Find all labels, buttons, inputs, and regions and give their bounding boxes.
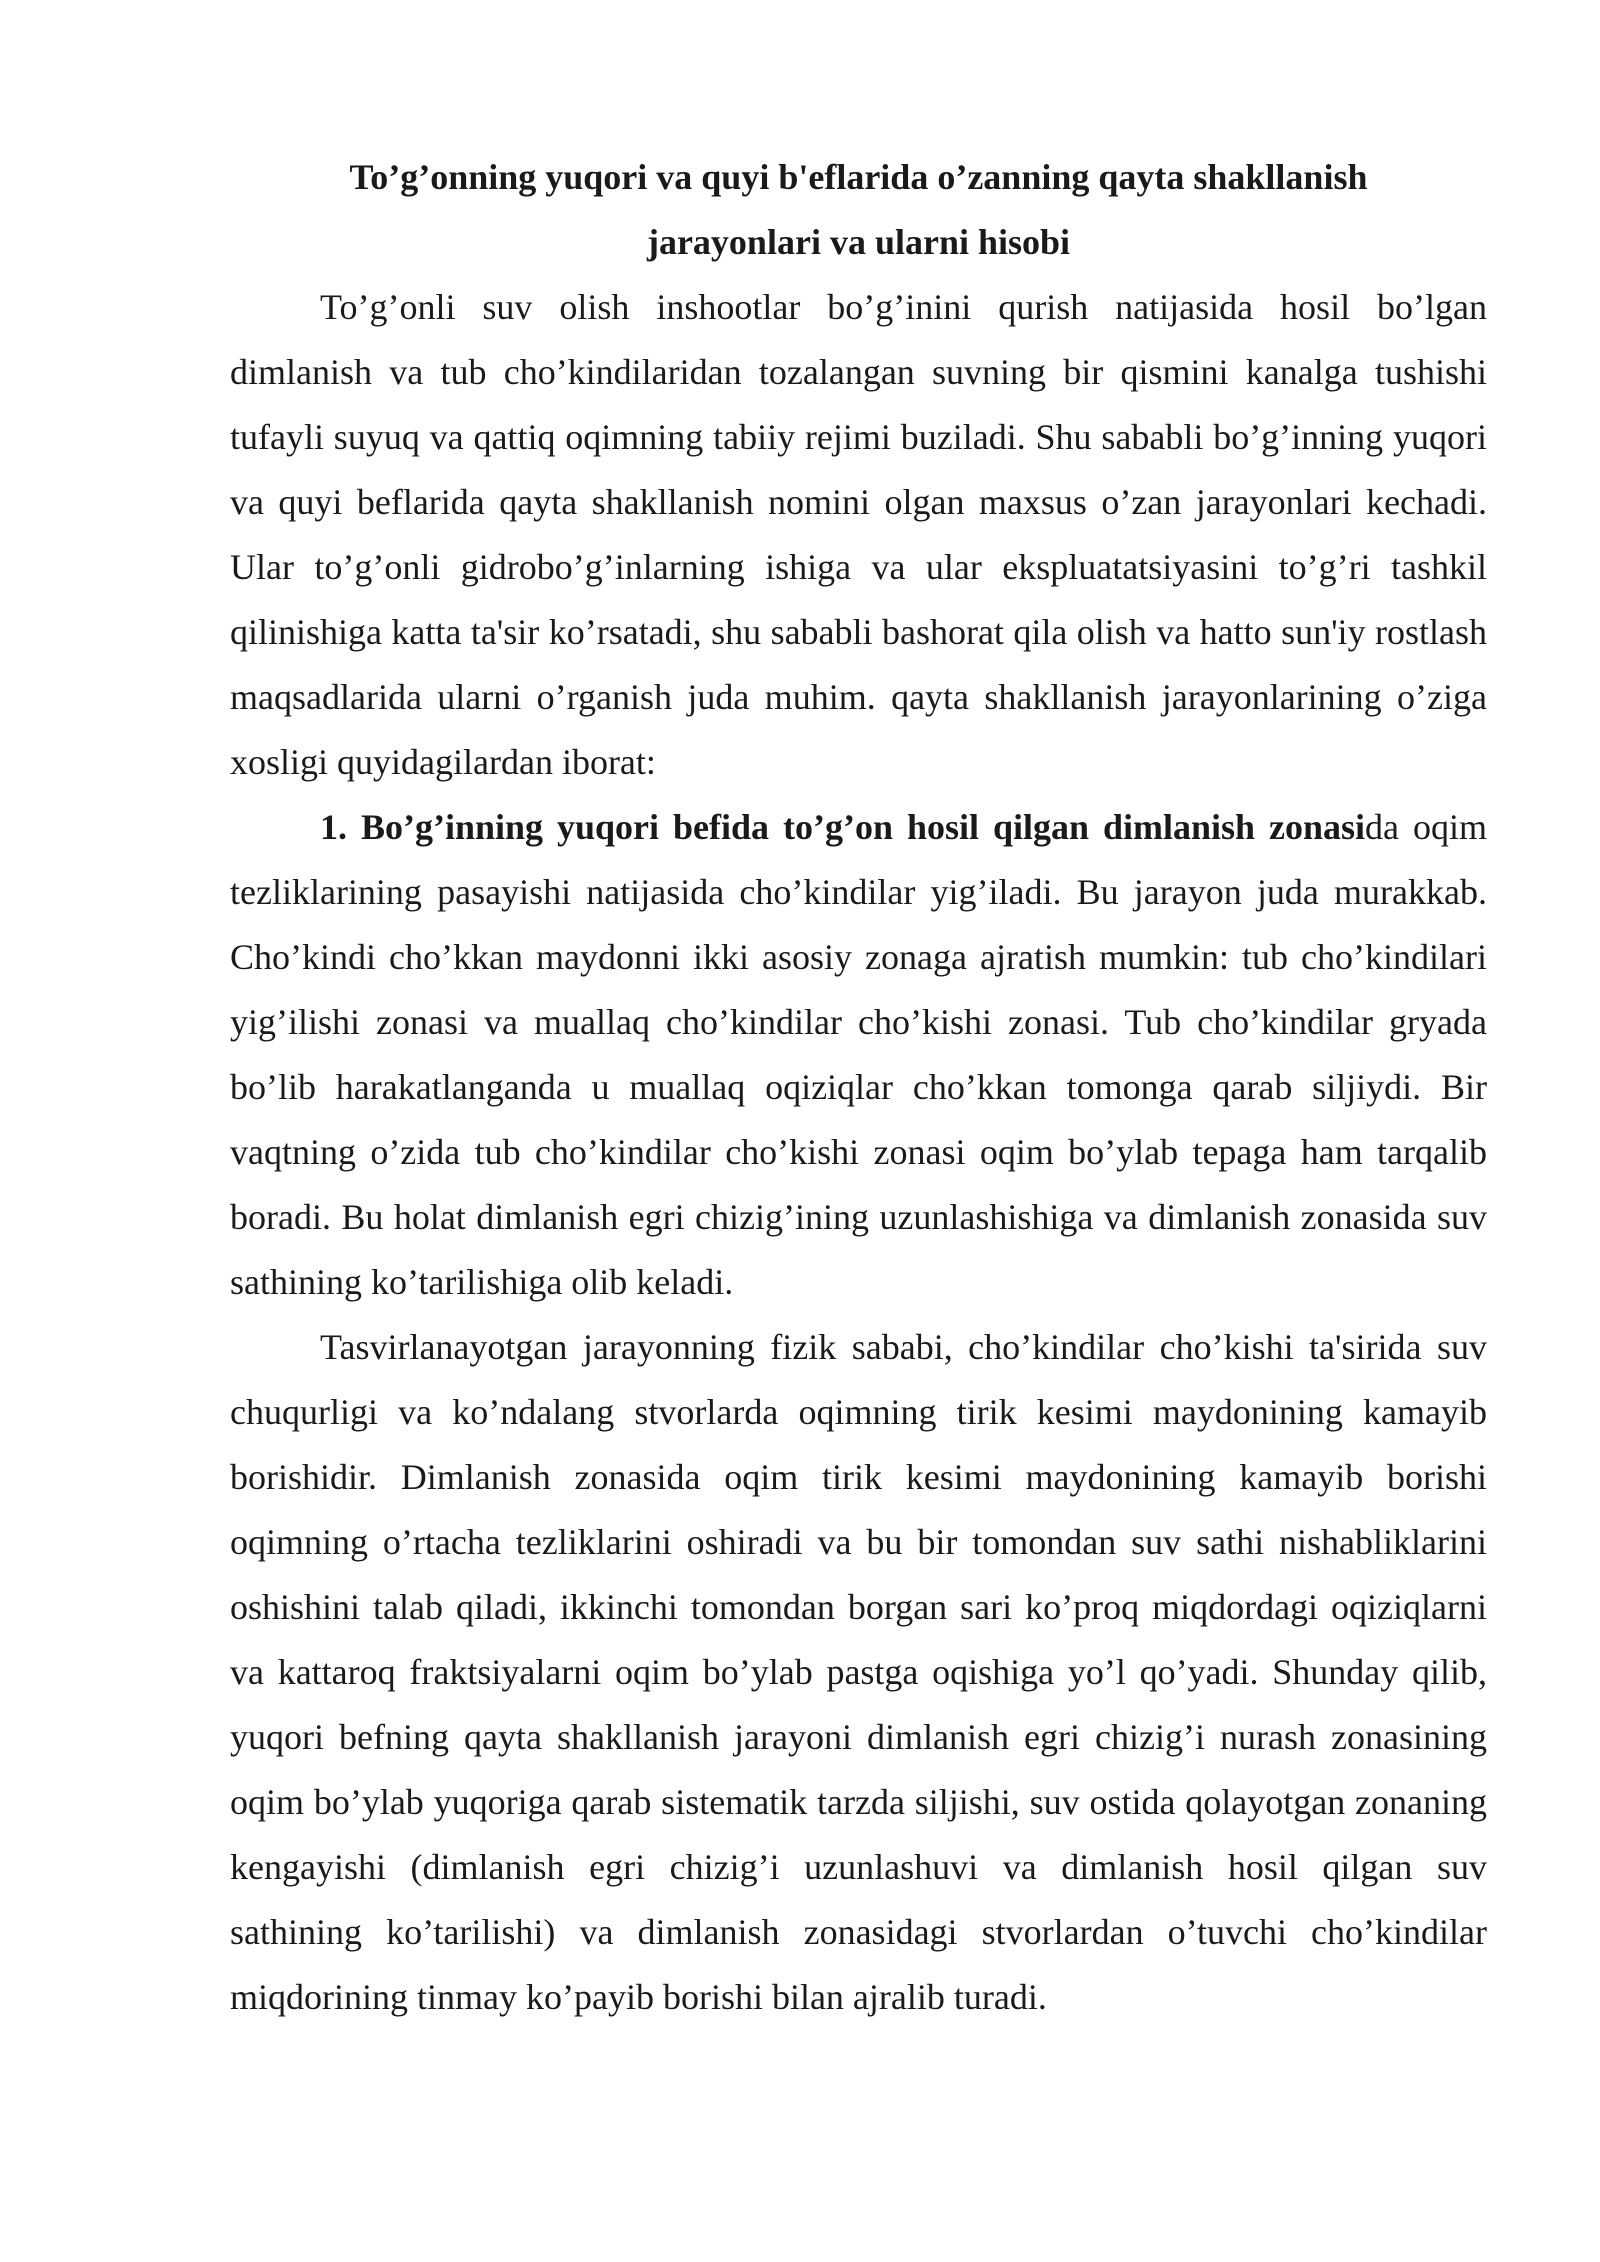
paragraph-2-text: da oqim tezliklarining pasayishi natijasida cho’kindilar yig’iladi. Bu jarayon juda murakkab. Cho’kindi cho’kkan maydonni ikki asosiy zonaga ajratish mumkin: tub cho’kindilari yig’ilishi zonasi va muallaq cho’kindilar cho’kishi zonasi. Tub cho’kindilar gryada bo’lib harakatlanganda u muallaq oqiziqlar cho’kkan tomonga qarab siljiydi. Bir vaqtning o’zida tub cho’kindilar cho’kishi zonasi oqim bo’ylab tepaga ham tarqalib boradi. Bu holat dimlanish egri chizig’ining uzunlashishiga va dimlanish zonasida suv sathining ko’tarilishiga olib keladi. bbox=[230, 807, 1488, 1302]
document-title bbox=[230, 145, 1487, 275]
title-line-2: jarayonlari va ularni hisobi bbox=[646, 222, 1071, 262]
title-line-1: To’g’onning yuqori va quyi b'eflarida o’zanning qayta shakllanish bbox=[349, 157, 1368, 197]
document-page bbox=[230, 145, 1487, 2030]
paragraph-2-bold-heading: 1. Bo’g’inning yuqori befida to’g’on hosil qilgan dimlanish zonasi bbox=[320, 807, 1366, 847]
paragraph-3: Tasvirlanayotgan jarayonning fizik sababi, cho’kindilar cho’kishi ta'sirida suv chuqurligi va ko’ndalang stvorlarda oqimning tirik kesimi maydonining kamayib borishidir. Dimlanish zonasida oqim tirik kesimi maydonining kamayib borishi oqimning o’rtacha tezliklarini oshiradi va bu bir tomondan suv sathi nishabliklarini oshishini talab qiladi, ikkinchi tomondan borgan sari ko’proq miqdordagi oqiziqlarni va kattaroq fraktsiyalarni oqim bo’ylab pastga oqishiga yo’l qo’yadi. Shunday qilib, yuqori befning qayta shakllanish jarayoni dimlanish egri chizig’i nurash zonasining oqim bo’ylab yuqoriga qarab sistematik tarzda siljishi, suv ostida qolayotgan zonaning kengayishi (dimlanish egri chizig’i uzunlashuvi va dimlanish hosil qilgan suv sathining ko’tarilishi) va dimlanish zonasidagi stvorlardan o’tuvchi cho’kindilar miqdorining tinmay ko’payib borishi bilan ajralib turadi. bbox=[230, 1327, 1487, 2017]
paragraph-2 bbox=[230, 795, 1487, 1315]
paragraph-1: To’g’onli suv olish inshootlar bo’g’inini qurish natijasida hosil bo’lgan dimlanish va tub cho’kindilaridan tozalangan suvning bir qismini kanalga tushishi tufayli suyuq va qattiq oqimning tabiiy rejimi buziladi. Shu sababli bo’g’inning yuqori va quyi beflarida qayta shakllanish nomini olgan maxsus o’zan jarayonlari kechadi. Ular to’g’onli gidrobo’g’inlarning ishiga va ular ekspluatatsiyasini to’g’ri tashkil qilinishiga katta ta'sir ko’rsatadi, shu sababli bashorat qila olish va hatto sun'iy rostlash maqsadlarida ularni o’rganish juda muhim. qayta shakllanish jarayonlarining o’ziga xosligi quyidagilardan iborat: bbox=[230, 287, 1487, 782]
